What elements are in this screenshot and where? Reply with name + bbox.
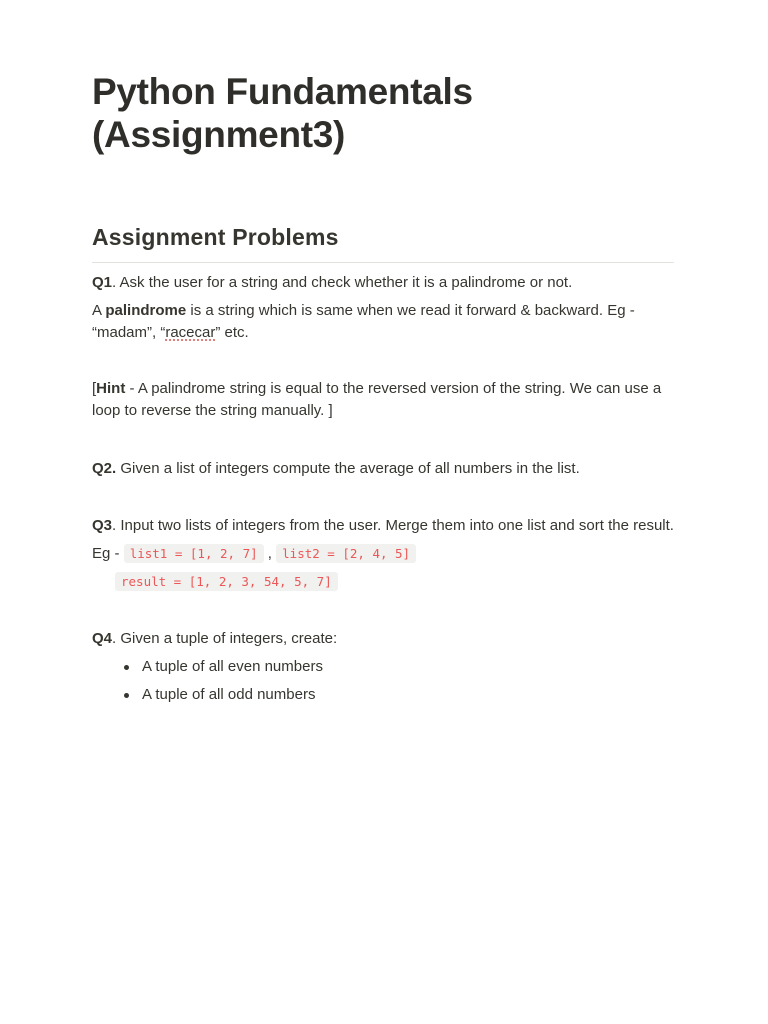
question-3-text: . Input two lists of integers from the user. Merge them into one list and sort the result. xyxy=(112,517,674,534)
palindrome-definition xyxy=(92,300,674,344)
bullet-icon xyxy=(124,665,129,670)
question-4-label: Q4 xyxy=(92,630,113,647)
spellcheck-word: racecar xyxy=(165,324,216,341)
list-item-text: A tuple of all even numbers xyxy=(142,658,323,675)
definition-term: palindrome xyxy=(105,302,187,319)
hint-paragraph xyxy=(92,378,674,422)
definition-prefix: A xyxy=(92,302,106,319)
section-heading: Assignment Problems xyxy=(92,222,674,263)
example-separator: , xyxy=(263,545,277,562)
tuple-list xyxy=(92,656,674,706)
page-title: Python Fundamentals (Assignment3) xyxy=(92,71,473,155)
list-item xyxy=(142,684,674,706)
bullet-icon xyxy=(124,693,129,698)
question-3 xyxy=(92,515,674,537)
question-4-text: . Given a tuple of integers, create: xyxy=(112,630,338,647)
definition-suffix: ” etc. xyxy=(215,324,249,341)
definition-text: is a string which is same when we read it forward & backward. Eg - “madam”, “ xyxy=(92,302,635,341)
document-page xyxy=(92,70,674,712)
code-list1: list1 = [1, 2, 7] xyxy=(124,544,264,563)
example-line xyxy=(92,543,674,565)
question-2-label: Q2. xyxy=(92,460,117,477)
hint-label: Hint xyxy=(96,380,126,397)
hint-text: - A palindrome string is equal to the reversed version of the string. We can use a loop to reverse the string manually. ] xyxy=(92,380,662,419)
question-1-text: . Ask the user for a string and check whether it is a palindrome or not. xyxy=(112,274,573,291)
question-1 xyxy=(92,272,674,294)
list-item xyxy=(142,656,674,678)
question-2-text: Given a list of integers compute the average of all numbers in the list. xyxy=(116,460,580,477)
hint-open: [ xyxy=(92,380,97,397)
example-prefix: Eg - xyxy=(92,545,124,562)
question-3-label: Q3 xyxy=(92,517,113,534)
question-1-label: Q1 xyxy=(92,274,113,291)
code-result: result = [1, 2, 3, 54, 5, 7] xyxy=(115,572,338,591)
question-2 xyxy=(92,458,674,480)
question-4 xyxy=(92,628,674,650)
result-line xyxy=(92,571,674,593)
list-item-text: A tuple of all odd numbers xyxy=(142,686,316,703)
code-list2: list2 = [2, 4, 5] xyxy=(276,544,416,563)
